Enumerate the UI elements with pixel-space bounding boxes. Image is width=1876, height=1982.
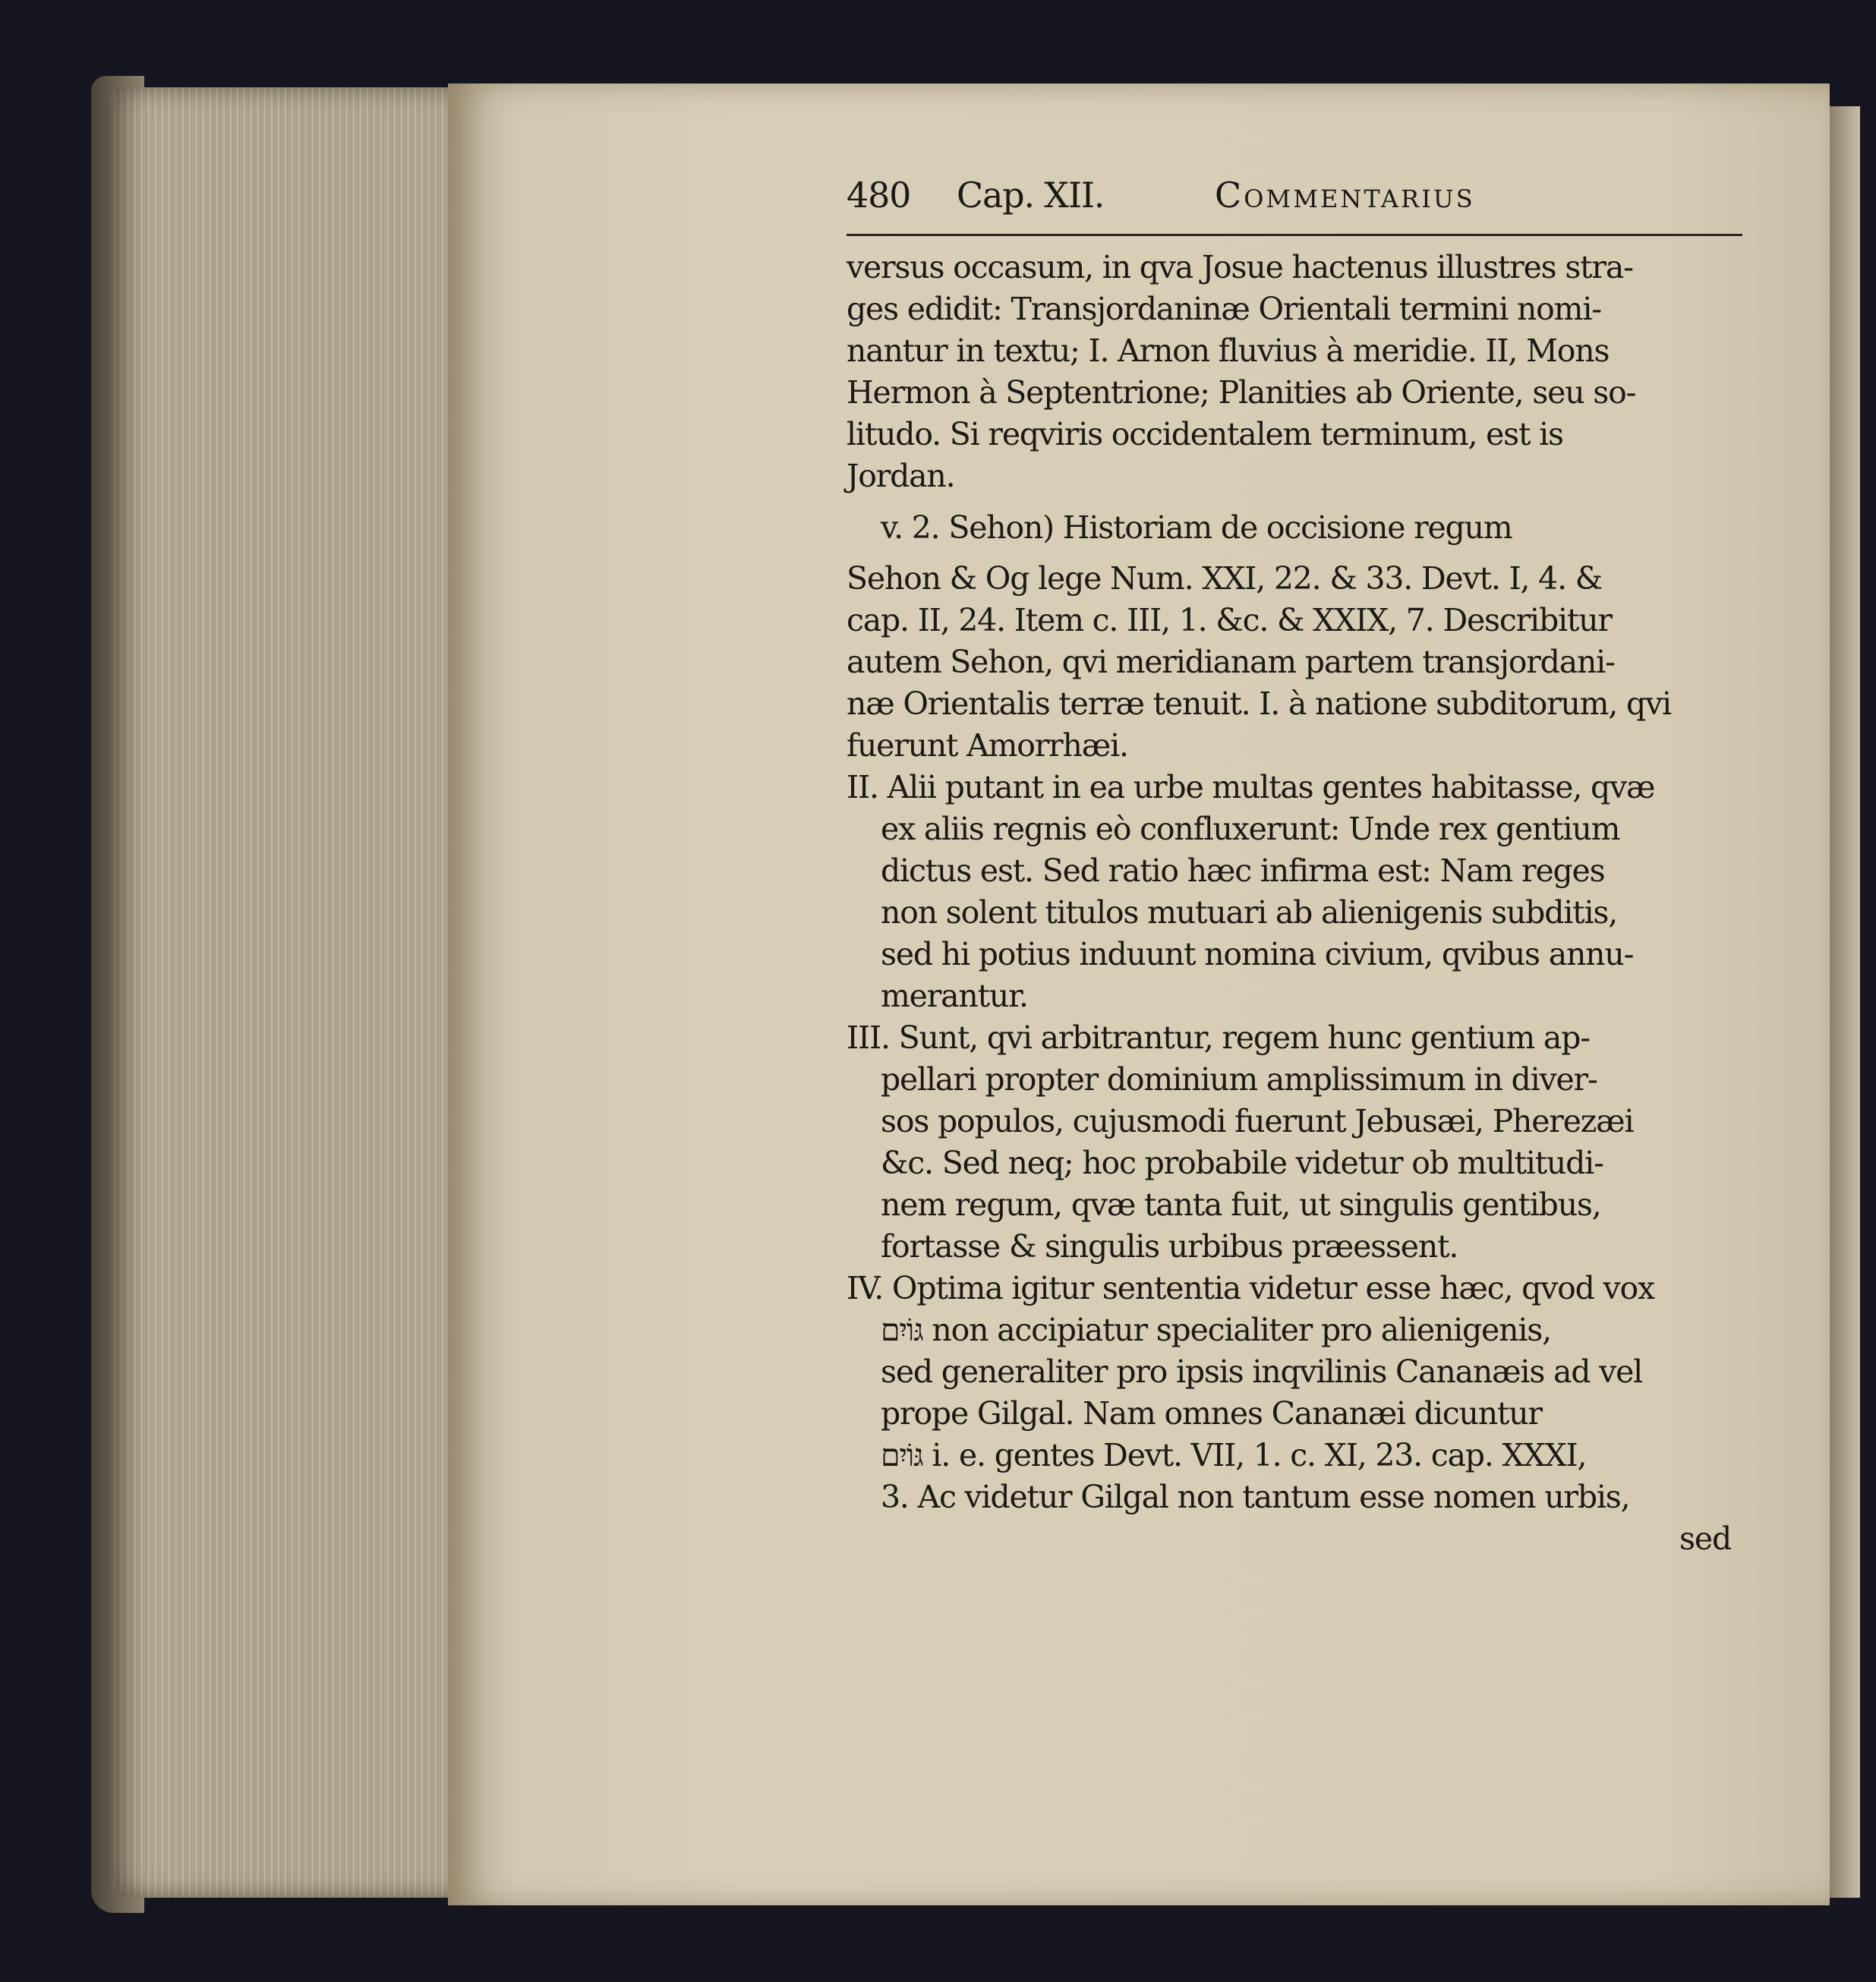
facing-page-edge xyxy=(1830,106,1860,1898)
text-line: Jordan. xyxy=(847,458,955,494)
text-line: pellari propter dominium amplissimum in diver- xyxy=(881,1061,1597,1098)
page-text xyxy=(847,175,1746,1560)
catchword: sed xyxy=(1679,1520,1731,1557)
text-line: fuerunt Amorrhæi. xyxy=(847,727,1128,764)
text-line: Hermon à Septentrione; Planities ab Oriente, seu so- xyxy=(847,374,1636,411)
text-line: litudo. Si reqviris occidentalem terminum, est is xyxy=(847,416,1563,452)
text-line: nantur in textu; I. Arnon fluvius à meridie. II, Mons xyxy=(847,332,1610,369)
text-line: sos populos, cujusmodi fuerunt Jebusæi, Pherezæi xyxy=(881,1103,1634,1139)
verse-heading-line: v. 2. Sehon) Historiam de occisione regum xyxy=(881,509,1512,546)
text-line: 3. Ac videtur Gilgal non tantum esse nomen urbis, xyxy=(881,1479,1630,1515)
text-line: nem regum, qvæ tanta fuit, ut singulis gentibus, xyxy=(881,1186,1601,1223)
text-line: prope Gilgal. Nam omnes Cananæi dicuntur xyxy=(881,1395,1542,1432)
text-line: versus occasum, in qva Josue hactenus illustres stra- xyxy=(847,249,1633,285)
text-line: &c. Sed neq; hoc probabile videtur ob multitudi- xyxy=(881,1145,1603,1181)
text-line: sed hi potius induunt nomina civium, qvibus annu- xyxy=(881,936,1634,972)
text-line: גּוֹיִם non accipiatur specialiter pro alienigenis, xyxy=(881,1312,1551,1348)
chapter-label: Cap. XII. xyxy=(957,175,1105,216)
text-line: merantur. xyxy=(881,978,1028,1014)
text-line: næ Orientalis terræ tenuit. I. à natione subditorum, qvi xyxy=(847,685,1671,722)
header-rule xyxy=(847,234,1742,236)
text-line: IV. Optima igitur sententia videtur esse hæc, qvod vox xyxy=(847,1270,1654,1306)
text-line: sed generaliter pro ipsis inqvilinis Cananæis ad vel xyxy=(881,1353,1643,1390)
text-line: Sehon & Og lege Num. XXI, 22. & 33. Devt. I, 4. & xyxy=(847,560,1603,597)
text-line: III. Sunt, qvi arbitrantur, regem hunc gentium ap- xyxy=(847,1019,1590,1056)
running-title: Commentarius xyxy=(1215,175,1475,216)
text-line: autem Sehon, qvi meridianam partem transjordani- xyxy=(847,644,1615,680)
text-line: fortasse & singulis urbibus præessent. xyxy=(881,1228,1458,1265)
text-line: dictus est. Sed ratio hæc infirma est: Nam reges xyxy=(881,852,1605,889)
running-header xyxy=(847,175,1746,228)
text-line: cap. II, 24. Item c. III, 1. &c. & XXIX, 7. Describitur xyxy=(847,602,1612,638)
text-line: II. Alii putant in ea urbe multas gentes habitasse, qvæ xyxy=(847,769,1655,805)
page-number: 480 xyxy=(847,175,911,216)
text-line: non solent titulos mutuari ab alienigenis subditis, xyxy=(881,894,1618,931)
text-line: ges edidit: Transjordaninæ Orientali termini nomi- xyxy=(847,291,1601,327)
text-line: ex aliis regnis eò confluxerunt: Unde rex gentium xyxy=(881,811,1620,847)
text-line: גּוֹיִם i. e. gentes Devt. VII, 1. c. XI, 23. cap. XXXI, xyxy=(881,1437,1587,1473)
